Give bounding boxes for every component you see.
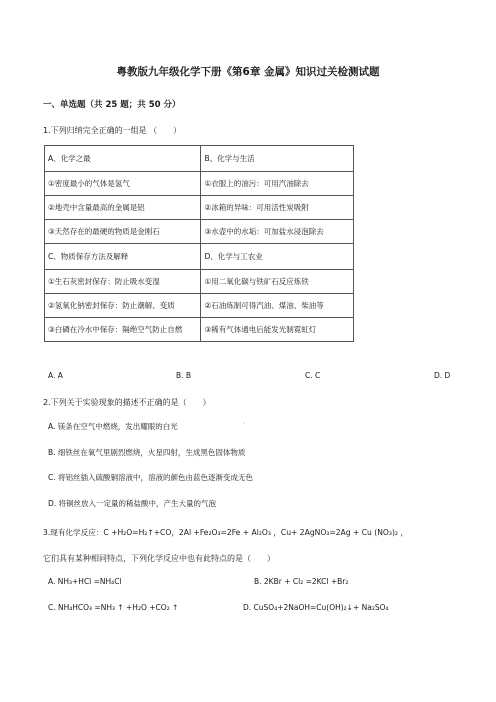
table-cell-a-1: ①密度最小的气体是氢气 xyxy=(45,172,201,196)
table-cell-d-2: ②石油炼制可得汽油、煤油、柴油等 xyxy=(201,294,354,318)
question-2-option-c[interactable]: C. 将铝丝插入硫酸铜溶液中，溶液的颜色由蓝色逐渐变成无色 xyxy=(48,473,254,482)
page-title: 粤教版九年级化学下册《第6章 金属》知识过关检测试题 xyxy=(116,66,380,78)
question-1-option-a[interactable]: A. A xyxy=(48,371,63,380)
question-2-option-a[interactable]: A. 镁条在空气中燃烧，发出耀眼的白光 xyxy=(48,422,178,431)
table-cell-b-3: ③水壶中的水垢：可加盐水浸泡除去 xyxy=(201,220,354,244)
question-2-option-b[interactable]: B. 细铁丝在氧气里剧烈燃烧，火星四射，生成黑色固体物质 xyxy=(48,448,246,457)
table-cell-d-3: ③稀有气体通电后能发光制霓虹灯 xyxy=(201,318,354,342)
question-1-table xyxy=(44,145,354,342)
question-3-stem-line-2: 它们具有某种相同特点，下列化学反应中也有此特点的是（ ） xyxy=(43,554,275,563)
table-cell-a-head: A、化学之最 xyxy=(45,146,201,172)
question-3-option-d[interactable]: D. CuSO₄+2NaOH=Cu(OH)₂↓+ Na₂SO₄ xyxy=(243,603,389,612)
question-1-option-c[interactable]: C. C xyxy=(305,371,321,380)
table-cell-d-head: D、化学与工农业 xyxy=(201,244,354,270)
question-1-stem: 1.下列归纳完全正确的一组是 （ ） xyxy=(43,126,182,135)
table-cell-b-1: ①衣服上的油污：可用汽油除去 xyxy=(201,172,354,196)
table-cell-b-2: ②冰箱的异味：可用活性炭吸附 xyxy=(201,196,354,220)
question-3-option-a[interactable]: A. NH₃+HCl =NH₄Cl xyxy=(48,577,122,586)
table-cell-a-2: ②地壳中含量最高的金属是铝 xyxy=(45,196,201,220)
question-2-option-d[interactable]: D. 将铜丝放入一定量的稀盐酸中，产生大量的气泡 xyxy=(48,499,217,508)
table-cell-b-head: B、化学与生活 xyxy=(201,146,354,172)
section-heading: 一、单选题（共 25 题；共 50 分） xyxy=(43,100,181,110)
question-1-option-b[interactable]: B. B xyxy=(176,371,192,380)
table-cell-d-1: ①用二氧化碳与铁矿石反应炼铁 xyxy=(201,270,354,294)
table-cell-c-3: ③白磷在冷水中保存：隔绝空气防止自燃 xyxy=(45,318,201,342)
question-3-option-c[interactable]: C. NH₄HCO₃ =NH₃ ↑ +H₂O +CO₂ ↑ xyxy=(48,603,179,612)
stray-dot-mark: · xyxy=(243,419,246,428)
table-cell-c-1: ①生石灰密封保存：防止吸水变湿 xyxy=(45,270,201,294)
question-2-stem: 2.下列关于实验现象的描述不正确的是（ ） xyxy=(43,398,211,407)
table-cell-c-2: ②氢氧化钠密封保存：防止潮解、变质 xyxy=(45,294,201,318)
table-cell-c-head: C、物质保存方法及解释 xyxy=(45,244,201,270)
question-1-option-d[interactable]: D. D xyxy=(434,371,451,380)
question-3-option-b[interactable]: B. 2KBr + Cl₂ =2KCl +Br₂ xyxy=(254,577,349,586)
table-cell-a-3: ③天然存在的最硬的物质是金刚石 xyxy=(45,220,201,244)
question-3-stem-line-1: 3.现有化学反应：C +H₂O=H₂↑+CO，2Al +Fe₂O₃=2Fe + Al₂O₃ ，Cu+ 2AgNO₃=2Ag + Cu (NO₃)₂ ， xyxy=(43,528,408,537)
